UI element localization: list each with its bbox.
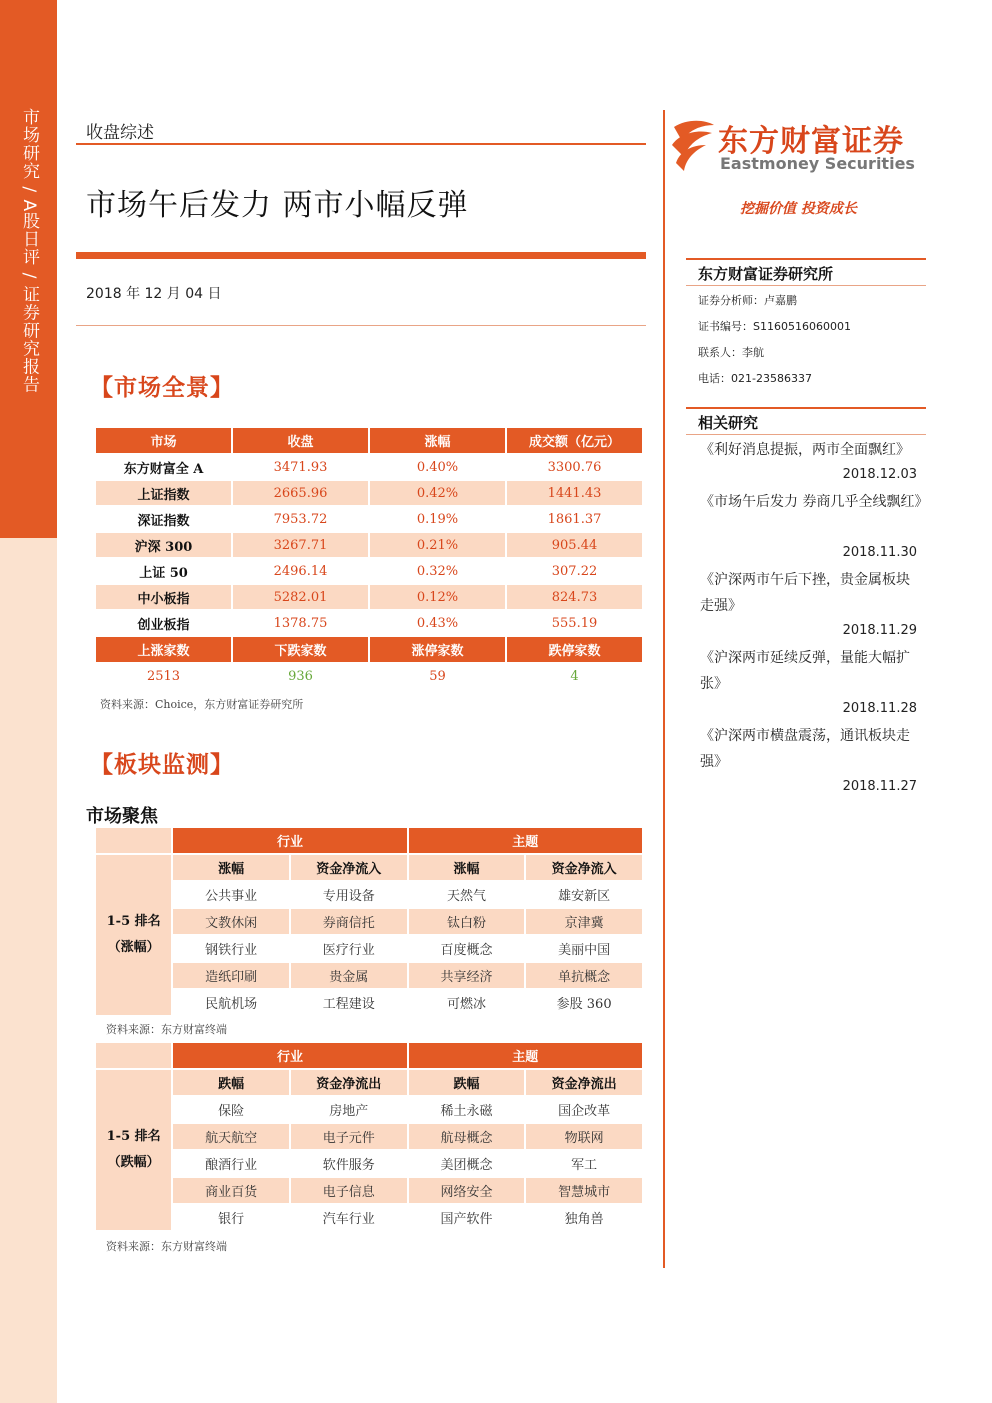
change-value: 0.21% <box>370 533 505 557</box>
table-cell: 房地产 <box>329 1104 369 1119</box>
turnover-value: 824.73 <box>507 585 642 609</box>
loss-source-note: 资料来源：东方财富终端 <box>106 1240 227 1253</box>
table-cell: 物联网 <box>526 1124 642 1149</box>
table-row <box>96 455 642 479</box>
table-cell: 文教休闲 <box>173 909 289 934</box>
index-name: 沪深 300 <box>96 533 231 557</box>
table-cell: 保险 <box>218 1104 245 1119</box>
table-cell: 电子信息 <box>291 1178 407 1203</box>
table-cell: 智慧城市 <box>526 1178 642 1203</box>
rank-label <box>96 855 171 1015</box>
table-cell: 贵金属 <box>291 963 407 988</box>
index-name: 上证指数 <box>96 481 231 505</box>
column-header: 资金净流出 <box>291 1070 407 1095</box>
table-row <box>96 507 642 531</box>
column-header: 资金净流入 <box>291 855 407 880</box>
table-row <box>96 481 642 505</box>
column-header: 涨幅 <box>409 855 525 880</box>
table-row <box>96 1124 642 1149</box>
table-row <box>96 585 642 609</box>
related-report-link[interactable]: 《沪深两市午后下挫，贵金属板块走强》 <box>700 572 910 614</box>
table-cell: 国产软件 <box>440 1212 493 1227</box>
column-header: 涨停家数 <box>370 637 505 662</box>
related-report-date: 2018.11.27 <box>842 779 917 794</box>
brand-name-en: Eastmoney Securities <box>720 154 915 173</box>
related-report-date: 2018.11.28 <box>842 701 917 716</box>
table-cell: 百度概念 <box>440 943 493 958</box>
table-cell: 银行 <box>218 1212 245 1227</box>
table-cell: 网络安全 <box>409 1178 525 1203</box>
sub-header-row <box>96 1070 642 1095</box>
brand-name-cn: 东方财富证券 <box>718 124 904 159</box>
table-cell: 钛白粉 <box>409 909 525 934</box>
index-name: 深证指数 <box>137 513 190 529</box>
table-row <box>96 1205 642 1230</box>
header-rule <box>76 143 646 145</box>
turnover-value: 905.44 <box>507 533 642 557</box>
column-header: 市场 <box>96 428 231 453</box>
contact-person: 联系人：李航 <box>698 346 764 359</box>
title-rule <box>76 252 646 259</box>
related-report-link[interactable]: 《沪深两市延续反弹，量能大幅扩张》 <box>700 650 910 692</box>
related-report-link[interactable]: 《市场午后发力 券商几乎全线飘红》 <box>700 494 929 510</box>
index-name: 上证 50 <box>139 565 188 581</box>
table-cell: 航母概念 <box>409 1124 525 1149</box>
table-row <box>96 963 642 988</box>
analyst-name: 证券分析师：卢嘉鹏 <box>698 294 797 307</box>
report-date: 2018 年 12 月 04 日 <box>86 286 222 302</box>
column-header: 涨幅 <box>173 855 289 880</box>
table-row <box>96 611 642 635</box>
column-header: 跌停家数 <box>507 637 642 662</box>
change-value: 0.40% <box>416 459 459 475</box>
table-cell: 商业百货 <box>173 1178 289 1203</box>
close-value: 7953.72 <box>273 511 328 527</box>
phone-number: 电话：021-23586337 <box>698 372 812 385</box>
table-row <box>96 936 642 961</box>
table-cell: 医疗行业 <box>322 943 375 958</box>
table-cell: 酿酒行业 <box>205 1158 258 1173</box>
brand-slogan: 挖掘价值 投资成长 <box>740 201 857 217</box>
sector-gain-table <box>94 826 644 1017</box>
related-report-date: 2018.12.03 <box>842 467 917 482</box>
turnover-value: 3300.76 <box>547 459 602 475</box>
table-cell: 可燃冰 <box>446 997 486 1012</box>
table-header-row <box>96 428 642 453</box>
advancers-count: 2513 <box>146 668 181 684</box>
group-header-row <box>96 828 642 853</box>
institute-top-rule <box>686 258 926 260</box>
index-name: 中小板指 <box>96 585 231 609</box>
group-header: 主题 <box>409 1043 642 1068</box>
column-header: 收盘 <box>233 428 368 453</box>
table-row <box>96 559 642 583</box>
rank-label-line: （跌幅） <box>107 1155 160 1170</box>
institute-rule <box>686 285 926 286</box>
close-value: 2665.96 <box>233 481 368 505</box>
rank-label-line: 1-5 排名 <box>106 914 161 929</box>
decliners-count: 936 <box>288 668 313 684</box>
rank-label-line: 1-5 排名 <box>106 1129 161 1144</box>
change-value: 0.12% <box>370 585 505 609</box>
table-cell: 京津冀 <box>526 909 642 934</box>
table-corner <box>96 1043 171 1068</box>
table-cell: 独角兽 <box>564 1212 604 1227</box>
table-cell: 航天航空 <box>173 1124 289 1149</box>
column-header: 上涨家数 <box>96 637 231 662</box>
group-header-row <box>96 1043 642 1068</box>
group-header: 主题 <box>409 828 642 853</box>
close-value: 3471.93 <box>273 459 328 475</box>
index-name: 东方财富全 A <box>123 461 204 477</box>
table-row <box>96 1097 642 1122</box>
breadth-row <box>96 664 642 688</box>
close-value: 5282.01 <box>233 585 368 609</box>
table-cell: 共享经济 <box>409 963 525 988</box>
table-row <box>96 990 642 1015</box>
table-cell: 国企改革 <box>558 1104 611 1119</box>
table-cell: 软件服务 <box>322 1158 375 1173</box>
table-cell: 稀土永磁 <box>440 1104 493 1119</box>
rank-label-line: （涨幅） <box>107 940 160 955</box>
table-row <box>96 909 642 934</box>
related-report-date: 2018.11.29 <box>842 623 917 638</box>
market-focus-subheading: 市场聚焦 <box>86 806 158 827</box>
table-cell: 造纸印刷 <box>173 963 289 988</box>
change-value: 0.32% <box>416 563 459 579</box>
date-rule <box>76 325 646 326</box>
report-title: 市场午后发力 两市小幅反弹 <box>86 188 469 223</box>
institute-heading: 东方财富证券研究所 <box>698 265 834 283</box>
related-report-link[interactable]: 《利好消息提振，两市全面飘红》 <box>700 442 910 458</box>
table-cell: 民航机场 <box>205 997 258 1012</box>
column-header: 跌幅 <box>409 1070 525 1095</box>
related-heading: 相关研究 <box>698 414 759 432</box>
table-cell: 专用设备 <box>322 889 375 904</box>
change-value: 0.19% <box>416 511 459 527</box>
table-cell: 天然气 <box>446 889 486 904</box>
column-header: 下跌家数 <box>233 637 368 662</box>
turnover-value: 307.22 <box>551 563 598 579</box>
sidebar-vertical-label: 市场研究 / A股日评 / 证券研究报告 <box>19 108 39 394</box>
table-corner <box>96 828 171 853</box>
group-header: 行业 <box>173 828 406 853</box>
table-cell: 军工 <box>571 1158 598 1173</box>
turnover-value: 1861.37 <box>547 511 602 527</box>
related-report-date: 2018.11.30 <box>842 545 917 560</box>
index-name: 创业板指 <box>137 617 190 633</box>
table-cell: 电子元件 <box>291 1124 407 1149</box>
sector-loss-table <box>94 1041 644 1232</box>
report-section-label: 收盘综述 <box>86 123 154 143</box>
change-value: 0.42% <box>370 481 505 505</box>
table-row <box>96 1151 642 1176</box>
table-cell: 雄安新区 <box>558 889 611 904</box>
column-header: 资金净流出 <box>526 1070 642 1095</box>
table-cell: 美丽中国 <box>558 943 611 958</box>
close-value: 3267.71 <box>233 533 368 557</box>
turnover-value: 1441.43 <box>507 481 642 505</box>
change-value: 0.43% <box>416 615 459 631</box>
related-report-link[interactable]: 《沪深两市横盘震荡，通讯板块走强》 <box>700 728 910 770</box>
group-header: 行业 <box>173 1043 406 1068</box>
column-header: 涨幅 <box>370 428 505 453</box>
related-rule <box>686 434 926 435</box>
table-row <box>96 882 642 907</box>
market-overview-table <box>94 426 644 690</box>
limit-down-count: 4 <box>570 668 579 684</box>
close-value: 2496.14 <box>273 563 328 579</box>
breadth-header-row <box>96 637 642 662</box>
gain-source-note: 资料来源：东方财富终端 <box>106 1023 227 1036</box>
turnover-value: 555.19 <box>551 615 598 631</box>
column-header: 成交额（亿元） <box>507 428 642 453</box>
close-value: 1378.75 <box>273 615 328 631</box>
rank-label <box>96 1070 171 1230</box>
table-cell: 工程建设 <box>322 997 375 1012</box>
column-header: 跌幅 <box>173 1070 289 1095</box>
table-row <box>96 533 642 557</box>
market-source-note: 资料来源：Choice，东方财富证券研究所 <box>100 698 304 711</box>
table-cell: 汽车行业 <box>322 1212 375 1227</box>
eastmoney-logo-icon <box>670 117 716 173</box>
market-overview-heading: 【市场全景】 <box>90 374 234 401</box>
table-cell: 参股 360 <box>556 997 612 1012</box>
column-header: 资金净流入 <box>526 855 642 880</box>
table-cell: 券商信托 <box>291 909 407 934</box>
table-cell: 钢铁行业 <box>205 943 258 958</box>
related-top-rule <box>686 407 926 409</box>
sector-monitor-heading: 【板块监测】 <box>90 751 234 778</box>
table-cell: 单抗概念 <box>526 963 642 988</box>
table-cell: 美团概念 <box>440 1158 493 1173</box>
table-row <box>96 1178 642 1203</box>
column-divider <box>663 110 665 1268</box>
table-cell: 公共事业 <box>205 889 258 904</box>
license-number: 证书编号：S1160516060001 <box>698 320 851 333</box>
limit-up-count: 59 <box>429 668 446 684</box>
sub-header-row <box>96 855 642 880</box>
